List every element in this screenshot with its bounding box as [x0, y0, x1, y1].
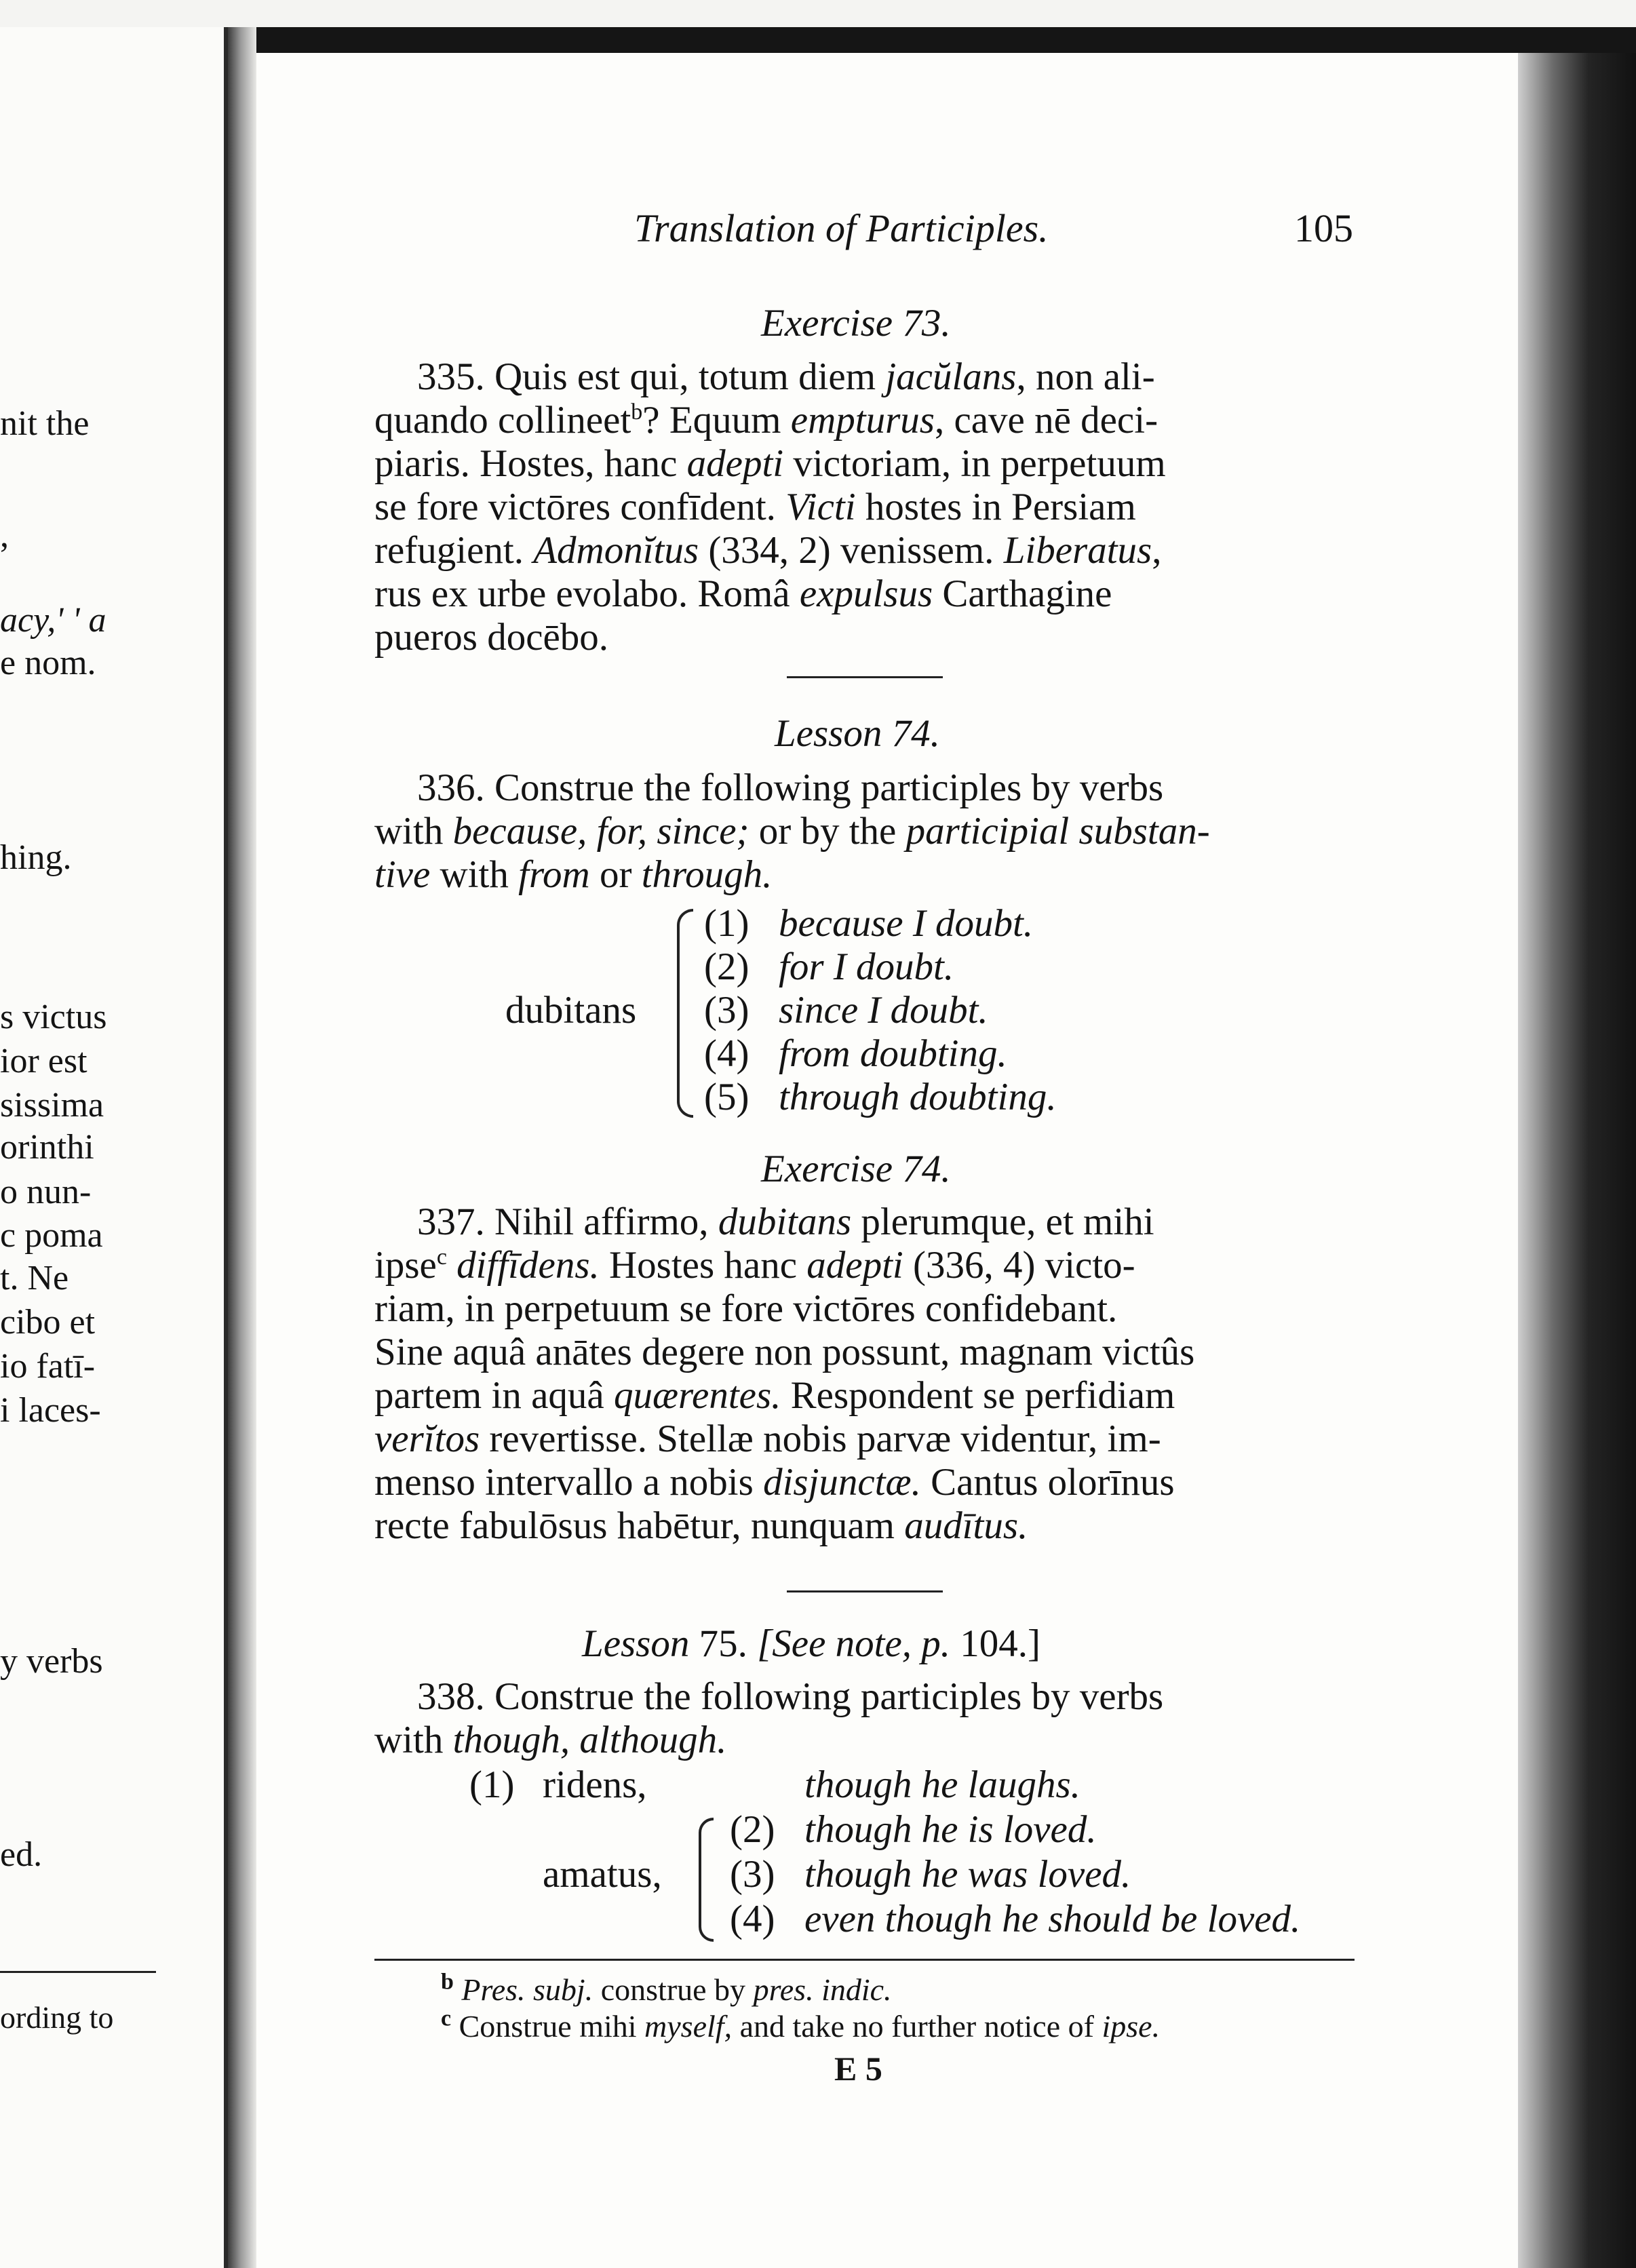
left-fragment: ed. [0, 1835, 43, 1874]
left-fragment: o nun- [0, 1173, 92, 1211]
headword: dubitans [505, 989, 637, 1032]
left-fragment: orinthi [0, 1128, 94, 1167]
section-rule [787, 676, 943, 678]
list-item: though he was loved. [804, 1853, 1131, 1896]
text-line: quando collineet$^b$? Equum empturus, cave nē deci- [374, 399, 1158, 442]
text-line: riam, in perpetuum se fore victōres confidebant. [374, 1287, 1118, 1330]
list-number: (2) [730, 1808, 775, 1851]
left-fragment: cibo et [0, 1303, 96, 1342]
text-line: menso intervallo a nobis disjunctæ. Cantus olorīnus [374, 1461, 1175, 1504]
text-line: tive with from or through. [374, 853, 773, 896]
left-fragment: , [0, 516, 9, 555]
text-line: verĭtos revertisse. Stellæ nobis parvæ videntur, im- [374, 1418, 1161, 1460]
list-number: (3) [704, 989, 749, 1032]
list-number: (4) [704, 1032, 749, 1075]
text-line: refugient. Admonĭtus (334, 2) venissem. Liberatus, [374, 529, 1162, 572]
left-page [0, 27, 228, 2268]
text-line: recte fabulōsus habētur, nunquam audītus. [374, 1504, 1028, 1547]
left-fragment: t. Ne [0, 1259, 69, 1297]
text-line: pueros docēbo. [374, 616, 609, 659]
footnote-rule [374, 1959, 1355, 1961]
book-gutter [228, 27, 256, 2268]
text-line: 338. Construe the following participles by verbs [417, 1675, 1164, 1718]
text-line: with though, although. [374, 1719, 727, 1761]
section-heading: Exercise 73. [761, 302, 951, 345]
page-edge [1518, 53, 1636, 2268]
left-fragment: ior est [0, 1042, 87, 1080]
list-item: from doubting. [779, 1032, 1007, 1075]
text-line: ipse$^c$ diffīdens. Hostes hanc adepti (336, 4) victo- [374, 1244, 1135, 1287]
headword: amatus, [543, 1853, 662, 1896]
brace [677, 909, 693, 1118]
left-fragment: s victus [0, 998, 107, 1036]
brace [699, 1818, 714, 1942]
section-rule [787, 1590, 943, 1592]
left-fragment: sissima [0, 1086, 104, 1125]
left-fragment: acy,' ' a [0, 601, 106, 640]
list-item: even though he should be loved. [804, 1898, 1301, 1940]
text-line: piaris. Hostes, hanc adepti victoriam, in perpetuum [374, 442, 1166, 485]
text-line: se fore victōres confīdent. Victi hostes in Persiam [374, 486, 1136, 528]
text-line: rus ex urbe evolabo. Româ expulsus Carthagine [374, 572, 1112, 615]
list-number: (3) [730, 1853, 775, 1896]
list-item: through doubting. [779, 1076, 1057, 1118]
footnote-c: $^c$ Construe mihi myself, and take no further notice of ipse. [441, 2006, 1161, 2044]
left-fragment: ording to [0, 2000, 114, 2035]
left-fragment: e nom. [0, 644, 96, 682]
text-line: partem in aquâ quærentes. Respondent se perfidiam [374, 1374, 1175, 1417]
signature-mark: E 5 [834, 2050, 882, 2088]
list-number: (5) [704, 1076, 749, 1118]
left-fragment: y verbs [0, 1642, 103, 1681]
headword: ridens, [543, 1763, 647, 1806]
left-fragment: i laces- [0, 1391, 101, 1430]
list-number: (1) [469, 1763, 515, 1806]
section-heading: Exercise 74. [761, 1148, 951, 1190]
left-footnote-rule [0, 1971, 156, 1973]
left-fragment: io fatī- [0, 1347, 96, 1386]
list-item: for I doubt. [779, 945, 954, 988]
list-number: (2) [704, 945, 749, 988]
text-line: with because, for, since; or by the participial substan- [374, 810, 1210, 853]
section-heading: Lesson 75. [See note, p. 104.] [582, 1622, 1041, 1665]
section-heading: Lesson 74. [775, 712, 940, 755]
footnote-b: $^b$ Pres. subj. construe by pres. indic. [441, 1969, 892, 2007]
text-line: 336. Construe the following participles by verbs [417, 766, 1164, 809]
list-number: (4) [730, 1898, 775, 1940]
list-item: because I doubt. [779, 902, 1034, 945]
list-item: since I doubt. [779, 989, 988, 1032]
left-fragment: c poma [0, 1216, 103, 1255]
text-line: 337. Nihil affirmo, dubitans plerumque, et mihi [417, 1200, 1154, 1243]
running-title: Translation of Participles. [634, 206, 1049, 250]
text-line: Sine aquâ anātes degere non possunt, magnam victûs [374, 1331, 1195, 1373]
left-fragment: hing. [0, 838, 72, 877]
left-fragment: nit the [0, 404, 90, 443]
text-line: 335. Quis est qui, totum diem jacŭlans, non ali- [417, 355, 1155, 398]
list-item: though he laughs. [804, 1763, 1080, 1806]
top-margin [0, 0, 1636, 27]
page-number: 105 [1294, 206, 1353, 250]
list-number: (1) [704, 902, 749, 945]
list-item: though he is loved. [804, 1808, 1097, 1851]
